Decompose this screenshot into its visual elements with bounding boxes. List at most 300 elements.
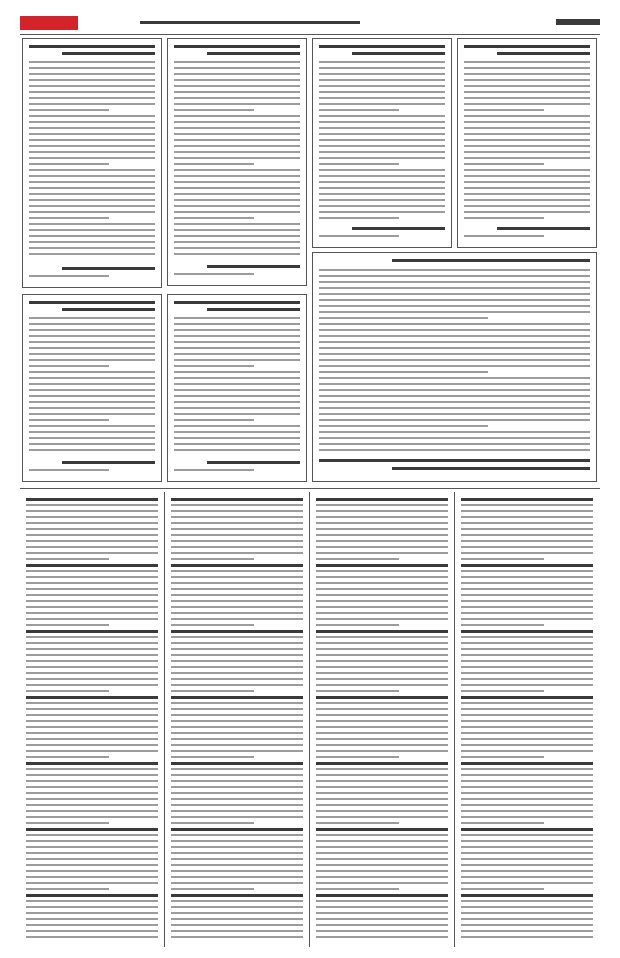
lower-band-rule xyxy=(20,488,600,489)
text-line-placeholder xyxy=(461,858,593,860)
text-line-placeholder xyxy=(62,52,155,55)
text-line-placeholder xyxy=(464,235,544,237)
text-line-placeholder xyxy=(207,308,300,311)
text-line-placeholder xyxy=(319,85,445,87)
text-line-placeholder xyxy=(316,798,448,800)
text-line-placeholder xyxy=(464,151,590,153)
text-line-placeholder xyxy=(174,253,300,255)
text-line-placeholder xyxy=(319,103,445,105)
text-line-placeholder xyxy=(29,121,155,123)
text-line-placeholder xyxy=(319,205,445,207)
text-line-placeholder xyxy=(461,744,593,746)
text-line-placeholder xyxy=(319,275,590,277)
text-line-placeholder xyxy=(316,684,448,686)
text-line-placeholder xyxy=(29,329,155,331)
text-line-placeholder xyxy=(29,401,155,403)
text-line-placeholder xyxy=(316,744,448,746)
text-line-placeholder xyxy=(316,582,448,584)
text-line-placeholder xyxy=(26,624,109,626)
text-line-placeholder xyxy=(461,594,593,596)
text-line-placeholder xyxy=(26,792,158,794)
notices-grid xyxy=(20,38,600,488)
text-line-placeholder xyxy=(464,139,590,141)
text-line-placeholder xyxy=(316,636,448,638)
text-line-placeholder xyxy=(171,522,303,524)
text-line-placeholder xyxy=(171,504,303,506)
text-line-placeholder xyxy=(26,606,158,608)
text-line-placeholder xyxy=(464,217,544,219)
text-line-placeholder xyxy=(461,924,593,926)
text-line-placeholder xyxy=(461,726,593,728)
text-line-placeholder xyxy=(171,900,303,902)
text-line-placeholder xyxy=(29,85,155,87)
text-line-placeholder xyxy=(171,648,303,650)
heading-placeholder xyxy=(461,828,593,831)
text-line-placeholder xyxy=(174,407,300,409)
text-line-placeholder xyxy=(29,79,155,81)
text-line-placeholder xyxy=(29,151,155,153)
text-line-placeholder xyxy=(29,223,155,225)
text-line-placeholder xyxy=(26,744,158,746)
text-line-placeholder xyxy=(174,193,300,195)
text-line-placeholder xyxy=(319,67,445,69)
text-line-placeholder xyxy=(26,708,158,710)
text-line-placeholder xyxy=(461,882,593,884)
text-line-placeholder xyxy=(26,714,158,716)
text-line-placeholder xyxy=(174,419,254,421)
text-line-placeholder xyxy=(26,540,158,542)
heading-placeholder xyxy=(29,45,155,48)
text-line-placeholder xyxy=(29,371,155,373)
text-line-placeholder xyxy=(26,654,158,656)
text-line-placeholder xyxy=(316,876,448,878)
text-line-placeholder xyxy=(29,133,155,135)
heading-placeholder xyxy=(316,894,448,897)
text-line-placeholder xyxy=(26,690,109,692)
text-line-placeholder xyxy=(461,684,593,686)
text-line-placeholder xyxy=(461,774,593,776)
text-line-placeholder xyxy=(316,906,448,908)
text-line-placeholder xyxy=(316,510,448,512)
text-line-placeholder xyxy=(464,187,590,189)
text-line-placeholder xyxy=(319,91,445,93)
text-line-placeholder xyxy=(316,648,448,650)
text-line-placeholder xyxy=(316,750,448,752)
text-line-placeholder xyxy=(319,443,590,445)
text-line-placeholder xyxy=(26,846,158,848)
text-line-placeholder xyxy=(497,52,590,55)
text-line-placeholder xyxy=(171,852,303,854)
text-line-placeholder xyxy=(461,804,593,806)
text-line-placeholder xyxy=(174,73,300,75)
heading-placeholder xyxy=(171,894,303,897)
text-line-placeholder xyxy=(26,720,158,722)
text-line-placeholder xyxy=(29,353,155,355)
text-line-placeholder xyxy=(29,469,109,471)
text-line-placeholder xyxy=(171,744,303,746)
text-line-placeholder xyxy=(316,900,448,902)
text-line-placeholder xyxy=(26,876,158,878)
text-line-placeholder xyxy=(174,163,254,165)
text-line-placeholder xyxy=(316,786,448,788)
text-line-placeholder xyxy=(316,834,448,836)
text-line-placeholder xyxy=(316,870,448,872)
text-line-placeholder xyxy=(319,317,488,319)
text-line-placeholder xyxy=(171,534,303,536)
text-line-placeholder xyxy=(171,672,303,674)
text-line-placeholder xyxy=(29,103,155,105)
text-line-placeholder xyxy=(26,576,158,578)
text-line-placeholder xyxy=(464,157,590,159)
heading-placeholder xyxy=(461,762,593,765)
text-line-placeholder xyxy=(26,816,158,818)
text-line-placeholder xyxy=(319,293,590,295)
text-line-placeholder xyxy=(174,235,300,237)
text-line-placeholder xyxy=(316,858,448,860)
text-line-placeholder xyxy=(319,181,445,183)
text-line-placeholder xyxy=(29,193,155,195)
text-line-placeholder xyxy=(461,558,544,560)
text-line-placeholder xyxy=(29,169,155,171)
text-line-placeholder xyxy=(29,347,155,349)
text-line-placeholder xyxy=(29,61,155,63)
heading-placeholder xyxy=(174,45,300,48)
text-line-placeholder xyxy=(316,606,448,608)
text-line-placeholder xyxy=(461,798,593,800)
text-line-placeholder xyxy=(26,618,158,620)
text-line-placeholder xyxy=(174,169,300,171)
text-line-placeholder xyxy=(174,151,300,153)
text-line-placeholder xyxy=(316,612,448,614)
text-line-placeholder xyxy=(174,449,300,451)
text-line-placeholder xyxy=(174,371,300,373)
text-line-placeholder xyxy=(171,570,303,572)
newspaper-logo xyxy=(20,16,78,30)
text-line-placeholder xyxy=(26,786,158,788)
text-line-placeholder xyxy=(464,85,590,87)
text-line-placeholder xyxy=(464,79,590,81)
text-line-placeholder xyxy=(316,792,448,794)
text-line-placeholder xyxy=(29,187,155,189)
text-line-placeholder xyxy=(174,389,300,391)
text-line-placeholder xyxy=(29,407,155,409)
text-line-placeholder xyxy=(461,732,593,734)
text-line-placeholder xyxy=(174,443,300,445)
text-line-placeholder xyxy=(26,870,158,872)
text-line-placeholder xyxy=(461,600,593,602)
text-line-placeholder xyxy=(319,133,445,135)
text-line-placeholder xyxy=(29,383,155,385)
text-line-placeholder xyxy=(461,846,593,848)
text-line-placeholder xyxy=(319,61,445,63)
text-line-placeholder xyxy=(464,199,590,201)
text-line-placeholder xyxy=(461,588,593,590)
text-line-placeholder xyxy=(316,774,448,776)
heading-placeholder xyxy=(171,696,303,699)
heading-placeholder xyxy=(319,45,445,48)
text-line-placeholder xyxy=(171,804,303,806)
text-line-placeholder xyxy=(319,437,590,439)
text-line-placeholder xyxy=(26,588,158,590)
text-line-placeholder xyxy=(174,139,300,141)
text-line-placeholder xyxy=(319,217,399,219)
notice-box xyxy=(167,38,307,286)
text-line-placeholder xyxy=(171,720,303,722)
text-line-placeholder xyxy=(171,588,303,590)
heading-placeholder xyxy=(26,630,158,633)
text-line-placeholder xyxy=(174,211,300,213)
text-line-placeholder xyxy=(26,666,158,668)
text-line-placeholder xyxy=(171,510,303,512)
text-line-placeholder xyxy=(464,169,590,171)
heading-placeholder xyxy=(26,894,158,897)
text-line-placeholder xyxy=(26,516,158,518)
text-line-placeholder xyxy=(316,654,448,656)
text-line-placeholder xyxy=(316,738,448,740)
text-line-placeholder xyxy=(174,97,300,99)
text-line-placeholder xyxy=(461,870,593,872)
text-line-placeholder xyxy=(316,852,448,854)
text-line-placeholder xyxy=(171,642,303,644)
text-line-placeholder xyxy=(319,389,590,391)
text-line-placeholder xyxy=(29,389,155,391)
text-line-placeholder xyxy=(29,205,155,207)
text-line-placeholder xyxy=(461,618,593,620)
text-line-placeholder xyxy=(174,365,254,367)
text-line-placeholder xyxy=(174,157,300,159)
text-line-placeholder xyxy=(316,720,448,722)
text-line-placeholder xyxy=(171,918,303,920)
text-line-placeholder xyxy=(26,840,158,842)
text-line-placeholder xyxy=(29,425,155,427)
text-line-placeholder xyxy=(171,624,254,626)
text-line-placeholder xyxy=(26,798,158,800)
text-line-placeholder xyxy=(171,582,303,584)
text-line-placeholder xyxy=(316,666,448,668)
text-line-placeholder xyxy=(464,163,544,165)
notice-box xyxy=(312,38,452,248)
text-line-placeholder xyxy=(319,287,590,289)
text-line-placeholder xyxy=(29,97,155,99)
text-line-placeholder xyxy=(26,642,158,644)
text-line-placeholder xyxy=(171,546,303,548)
text-line-placeholder xyxy=(319,431,590,433)
text-line-placeholder xyxy=(461,690,544,692)
text-line-placeholder xyxy=(29,323,155,325)
text-line-placeholder xyxy=(29,175,155,177)
text-line-placeholder xyxy=(174,437,300,439)
heading-placeholder xyxy=(171,498,303,501)
text-line-placeholder xyxy=(29,211,155,213)
text-line-placeholder xyxy=(29,419,109,421)
issue-info xyxy=(140,21,360,24)
text-line-placeholder xyxy=(29,335,155,337)
text-line-placeholder xyxy=(29,181,155,183)
text-line-placeholder xyxy=(26,636,158,638)
text-line-placeholder xyxy=(319,419,590,421)
text-line-placeholder xyxy=(497,227,590,230)
text-line-placeholder xyxy=(316,600,448,602)
text-line-placeholder xyxy=(171,576,303,578)
text-line-placeholder xyxy=(171,552,303,554)
text-line-placeholder xyxy=(319,281,590,283)
text-line-placeholder xyxy=(26,822,109,824)
text-line-placeholder xyxy=(461,534,593,536)
text-line-placeholder xyxy=(319,365,590,367)
text-line-placeholder xyxy=(29,241,155,243)
text-line-placeholder xyxy=(316,822,399,824)
text-line-placeholder xyxy=(461,780,593,782)
text-line-placeholder xyxy=(29,317,155,319)
text-line-placeholder xyxy=(319,377,590,379)
heading-placeholder xyxy=(316,762,448,765)
text-line-placeholder xyxy=(29,443,155,445)
text-line-placeholder xyxy=(461,576,593,578)
text-line-placeholder xyxy=(207,265,300,268)
text-line-placeholder xyxy=(174,145,300,147)
text-line-placeholder xyxy=(171,816,303,818)
text-line-placeholder xyxy=(29,229,155,231)
text-line-placeholder xyxy=(171,786,303,788)
text-line-placeholder xyxy=(319,175,445,177)
text-line-placeholder xyxy=(464,61,590,63)
text-line-placeholder xyxy=(316,732,448,734)
text-line-placeholder xyxy=(316,588,448,590)
text-line-placeholder xyxy=(171,792,303,794)
text-line-placeholder xyxy=(171,732,303,734)
text-line-placeholder xyxy=(461,642,593,644)
text-line-placeholder xyxy=(29,437,155,439)
text-line-placeholder xyxy=(464,67,590,69)
text-line-placeholder xyxy=(319,371,488,373)
text-line-placeholder xyxy=(316,888,399,890)
text-line-placeholder xyxy=(316,708,448,710)
text-line-placeholder xyxy=(171,666,303,668)
heading-placeholder xyxy=(461,630,593,633)
text-line-placeholder xyxy=(174,383,300,385)
text-line-placeholder xyxy=(174,247,300,249)
text-line-placeholder xyxy=(319,449,590,451)
text-line-placeholder xyxy=(29,341,155,343)
classified-column xyxy=(310,492,454,947)
text-line-placeholder xyxy=(461,552,593,554)
text-line-placeholder xyxy=(319,359,590,361)
text-line-placeholder xyxy=(174,181,300,183)
heading-placeholder xyxy=(316,498,448,501)
text-line-placeholder xyxy=(464,193,590,195)
heading-placeholder xyxy=(316,696,448,699)
text-line-placeholder xyxy=(174,377,300,379)
heading-placeholder xyxy=(461,696,593,699)
text-line-placeholder xyxy=(461,738,593,740)
text-line-placeholder xyxy=(392,259,590,262)
text-line-placeholder xyxy=(464,181,590,183)
text-line-placeholder xyxy=(316,534,448,536)
text-line-placeholder xyxy=(174,127,300,129)
text-line-placeholder xyxy=(319,211,445,213)
text-line-placeholder xyxy=(461,654,593,656)
text-line-placeholder xyxy=(319,235,399,237)
text-line-placeholder xyxy=(316,924,448,926)
text-line-placeholder xyxy=(316,618,448,620)
text-line-placeholder xyxy=(171,840,303,842)
text-line-placeholder xyxy=(316,546,448,548)
text-line-placeholder xyxy=(316,930,448,932)
text-line-placeholder xyxy=(319,109,399,111)
text-line-placeholder xyxy=(319,395,590,397)
text-line-placeholder xyxy=(171,678,303,680)
section-label xyxy=(556,19,600,25)
text-line-placeholder xyxy=(29,235,155,237)
text-line-placeholder xyxy=(26,702,158,704)
text-line-placeholder xyxy=(26,546,158,548)
text-line-placeholder xyxy=(26,900,158,902)
text-line-placeholder xyxy=(461,678,593,680)
text-line-placeholder xyxy=(26,774,158,776)
text-line-placeholder xyxy=(319,163,399,165)
text-line-placeholder xyxy=(26,678,158,680)
text-line-placeholder xyxy=(316,528,448,530)
text-line-placeholder xyxy=(319,151,445,153)
heading-placeholder xyxy=(461,564,593,567)
classifieds xyxy=(20,492,600,947)
text-line-placeholder xyxy=(26,726,158,728)
text-line-placeholder xyxy=(174,341,300,343)
text-line-placeholder xyxy=(316,864,448,866)
text-line-placeholder xyxy=(29,365,109,367)
text-line-placeholder xyxy=(174,103,300,105)
text-line-placeholder xyxy=(171,594,303,596)
heading-placeholder xyxy=(171,564,303,567)
text-line-placeholder xyxy=(461,900,593,902)
text-line-placeholder xyxy=(29,145,155,147)
text-line-placeholder xyxy=(26,582,158,584)
text-line-placeholder xyxy=(316,882,448,884)
text-line-placeholder xyxy=(174,79,300,81)
text-line-placeholder xyxy=(392,467,590,470)
text-line-placeholder xyxy=(461,792,593,794)
text-line-placeholder xyxy=(171,864,303,866)
text-line-placeholder xyxy=(319,169,445,171)
text-line-placeholder xyxy=(316,504,448,506)
text-line-placeholder xyxy=(461,708,593,710)
text-line-placeholder xyxy=(171,714,303,716)
text-line-placeholder xyxy=(461,840,593,842)
text-line-placeholder xyxy=(29,359,155,361)
text-line-placeholder xyxy=(464,133,590,135)
text-line-placeholder xyxy=(319,97,445,99)
text-line-placeholder xyxy=(174,217,254,219)
text-line-placeholder xyxy=(171,936,303,938)
notice-box xyxy=(22,294,162,482)
text-line-placeholder xyxy=(171,600,303,602)
text-line-placeholder xyxy=(461,504,593,506)
text-line-placeholder xyxy=(461,624,544,626)
text-line-placeholder xyxy=(174,115,300,117)
text-line-placeholder xyxy=(174,91,300,93)
text-line-placeholder xyxy=(316,816,448,818)
text-line-placeholder xyxy=(26,864,158,866)
text-line-placeholder xyxy=(461,522,593,524)
text-line-placeholder xyxy=(26,888,109,890)
text-line-placeholder xyxy=(26,738,158,740)
text-line-placeholder xyxy=(461,876,593,878)
text-line-placeholder xyxy=(461,648,593,650)
text-line-placeholder xyxy=(464,205,590,207)
text-line-placeholder xyxy=(26,858,158,860)
text-line-placeholder xyxy=(461,516,593,518)
text-line-placeholder xyxy=(26,918,158,920)
